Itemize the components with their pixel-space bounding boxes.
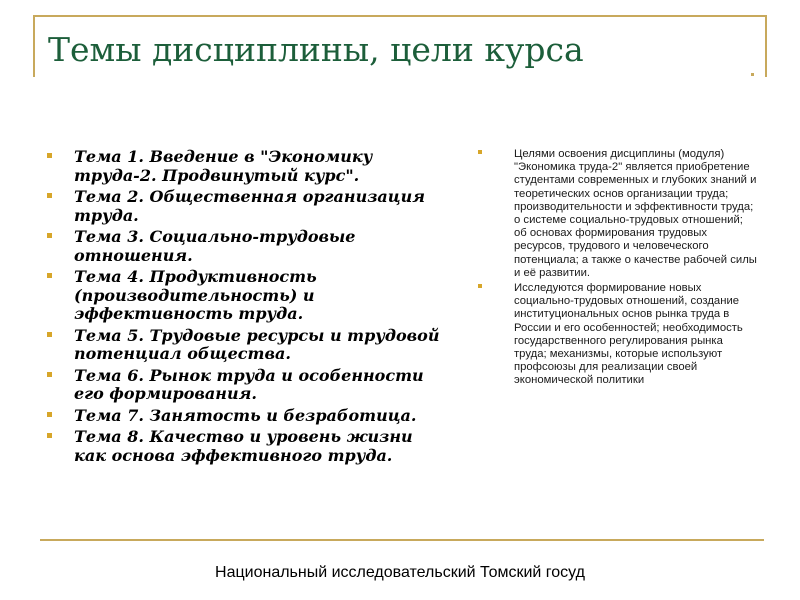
topic-text: Тема 6. Рынок труда и особенности его формирования. — [74, 365, 424, 403]
footer-text: Национальный исследовательский Томский госуд — [215, 564, 585, 581]
topic-item — [47, 268, 447, 324]
goal-item — [476, 148, 758, 280]
topic-text: Тема 1. Введение в "Экономику труда-2. Продвинутый курс". — [74, 147, 373, 185]
topic-text: Тема 8. Качество и уровень жизни как основа эффективного труда. — [74, 427, 413, 465]
bullet-icon — [47, 153, 52, 158]
topic-item — [47, 327, 447, 364]
goal-text: Целями освоения дисциплины (модуля) "Экономика труда-2" является приобретение студентами современных и глубоких знаний и теоретических основ организации труда; производительности и эффективности труда; о системе социально-трудовых отношений; об основах формирования трудовых ресурсов, трудового и человеческого потенциала; а также о качестве рабочей силы и её развитии. — [514, 148, 757, 279]
bullet-icon — [47, 233, 52, 238]
bullet-icon — [47, 273, 52, 278]
frame-right-line — [765, 15, 767, 77]
topics-list — [47, 148, 447, 468]
topic-item — [47, 228, 447, 265]
bullet-icon — [478, 284, 482, 288]
frame-top-line — [33, 15, 767, 17]
goals-list — [476, 148, 758, 390]
topic-text: Тема 2. Общественная организация труда. — [74, 187, 426, 225]
topic-text: Тема 5. Трудовые ресурсы и трудовой потенциал общества. — [74, 325, 440, 363]
goal-text: Исследуются формирование новых социально-трудовых отношений, создание институциональных основ рынка труда в России и его особенностей; необходимость государственного регулирования рынка труда; механизмы, которые используют профсоюзы для реализации своей экономической политики — [514, 282, 743, 387]
footer-divider — [40, 539, 764, 541]
topic-item — [47, 407, 447, 426]
topic-item — [47, 367, 447, 404]
bullet-icon — [47, 193, 52, 198]
bullet-icon — [47, 372, 52, 377]
bullet-icon — [47, 412, 52, 417]
bullet-icon — [478, 150, 482, 154]
topic-item — [47, 148, 447, 185]
bullet-icon — [47, 433, 52, 438]
bullet-icon — [47, 332, 52, 337]
frame-corner-dot — [751, 73, 754, 76]
topic-text: Тема 7. Занятость и безработица. — [74, 405, 417, 425]
topic-text: Тема 4. Продуктивность (производительность) и эффективность труда. — [74, 267, 317, 323]
goal-item — [476, 282, 758, 388]
topic-text: Тема 3. Социально-трудовые отношения. — [74, 227, 356, 265]
topic-item — [47, 188, 447, 225]
topic-item — [47, 428, 447, 465]
frame-left-line — [33, 15, 35, 77]
slide-title: Темы дисциплины, цели курса — [48, 30, 584, 69]
